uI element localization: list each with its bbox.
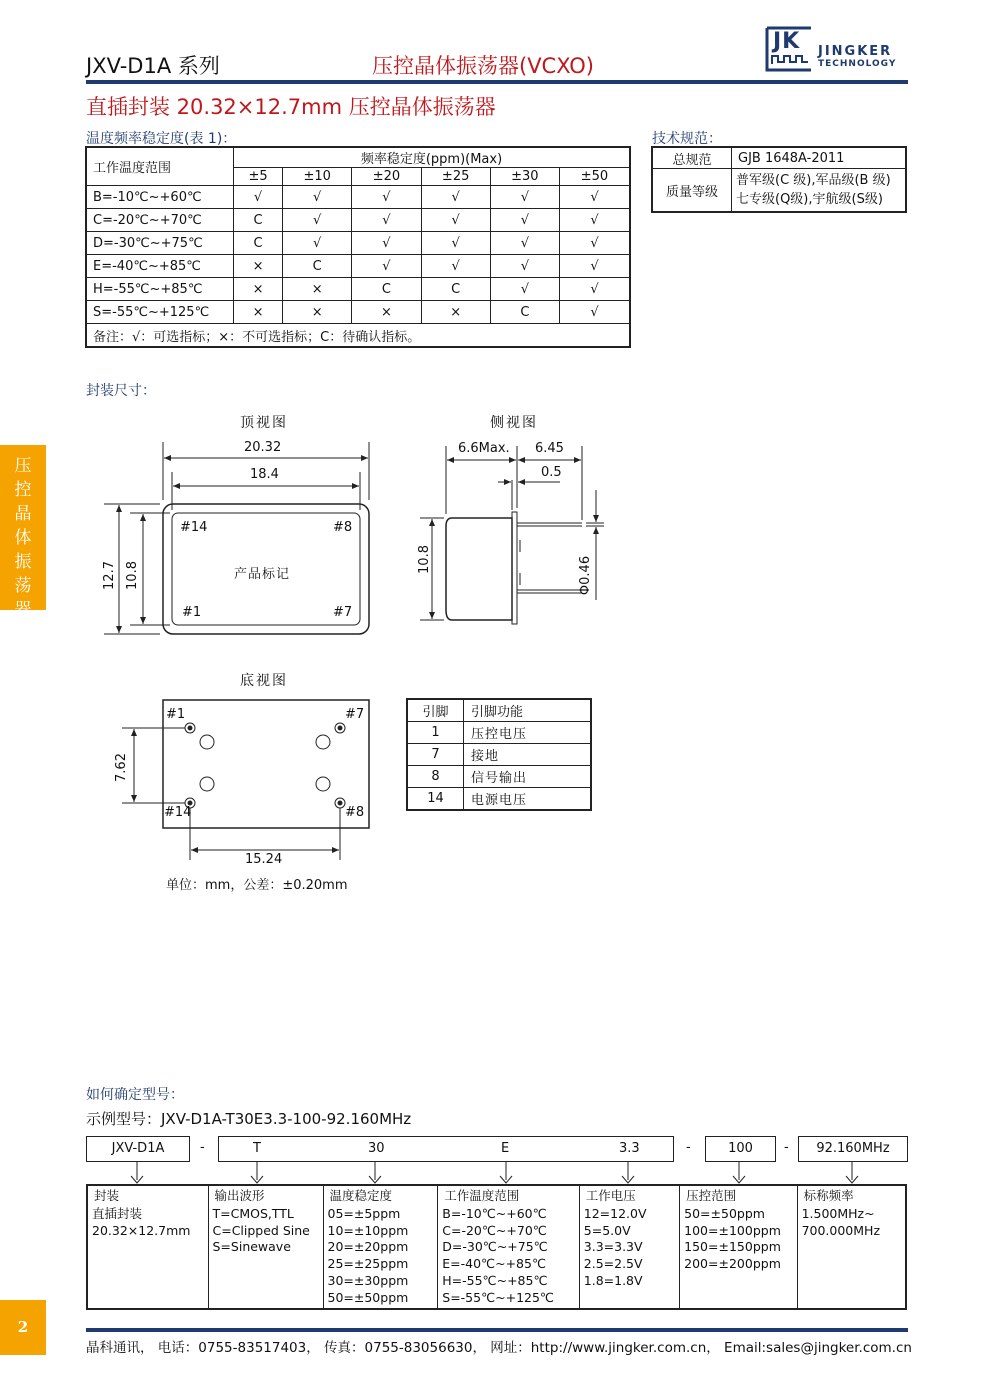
temperature-range: B=-10℃~+60℃	[86, 186, 234, 209]
pin-label: #1	[182, 605, 202, 620]
stability-cell: √	[352, 232, 421, 255]
model-option: 5=5.0V	[583, 1222, 631, 1238]
stability-cell: ×	[234, 255, 283, 278]
model-selection-table	[86, 1184, 907, 1310]
model-column-options	[87, 1204, 208, 1309]
model-option: 05=±5ppm	[327, 1206, 401, 1221]
stability-cell: ×	[283, 301, 352, 324]
dim-pin-length: 6.45	[535, 441, 564, 456]
spec-label: 总规范	[652, 147, 732, 169]
dim-inner-height: 10.8	[124, 561, 140, 590]
pin-table	[406, 698, 592, 811]
dim-outer-height: 12.7	[101, 561, 117, 590]
side-tab-char: 振	[14, 552, 32, 572]
model-option: H=-55℃~+85℃	[442, 1272, 548, 1288]
model-column-options	[680, 1204, 797, 1309]
product-marking: 产品标记	[234, 567, 291, 582]
model-column-options	[797, 1204, 906, 1309]
temperature-range: S=-55℃~+125℃	[86, 301, 234, 324]
pin-function: 压控电压	[464, 722, 592, 744]
stability-column-header: ±5	[234, 168, 283, 186]
model-box-pull: 100	[705, 1136, 776, 1162]
model-column-header: 工作温度范围	[438, 1185, 580, 1204]
stability-cell: √	[490, 255, 559, 278]
stability-cell: √	[559, 186, 630, 209]
model-dash: -	[784, 1140, 789, 1155]
model-option: D=-30℃~+75℃	[442, 1239, 548, 1255]
model-box-series: JXV-D1A	[86, 1136, 190, 1162]
model-option: 50=±50ppm	[327, 1289, 409, 1305]
pin-number: 14	[407, 788, 464, 811]
model-column-options	[579, 1204, 679, 1309]
model-option: 1.8=1.8V	[583, 1272, 643, 1288]
model-option: T=CMOS,TTL	[212, 1206, 294, 1221]
stability-cell: C	[421, 278, 490, 301]
stability-cell: ×	[352, 301, 421, 324]
model-option: 20=±20ppm	[327, 1239, 409, 1255]
model-option: 200=±200ppm	[684, 1256, 781, 1272]
stability-section-label: 温度频率稳定度(表 1)：	[86, 131, 237, 147]
stability-cell: C	[352, 278, 421, 301]
quality-level-line: 普军级(C 级),军品级(B 级)	[736, 173, 891, 188]
stability-cell: C	[490, 301, 559, 324]
dim-pin-diameter: Φ0.46	[578, 555, 594, 596]
model-column-header: 压控范围	[680, 1185, 797, 1204]
stability-cell: √	[421, 186, 490, 209]
stability-column-header: ±10	[283, 168, 352, 186]
stability-cell: √	[234, 186, 283, 209]
model-box-code	[218, 1136, 674, 1162]
pin-label: #14	[180, 520, 208, 535]
model-box-frequency: 92.160MHz	[798, 1136, 908, 1162]
model-option: E=-40℃~+85℃	[442, 1256, 546, 1272]
model-option: 100=±100ppm	[684, 1222, 781, 1238]
stability-cell: √	[559, 209, 630, 232]
model-column-options	[323, 1204, 438, 1309]
page-number: 2	[0, 1300, 46, 1355]
stability-cell: ×	[283, 278, 352, 301]
model-option: 50=±50ppm	[684, 1206, 765, 1221]
dim-side-max: 6.6Max.	[458, 441, 510, 456]
quality-level-line: 七专级(Q级),宇航级(S级)	[736, 192, 883, 207]
pin-label: #8	[333, 520, 353, 535]
model-column-header: 温度稳定度	[323, 1185, 438, 1204]
logo-mark-text: JK	[773, 29, 801, 54]
stability-row	[86, 232, 630, 255]
model-option: 700.000MHz	[801, 1222, 880, 1238]
logo-name: JINGKER	[818, 44, 893, 59]
quality-levels	[732, 169, 907, 213]
model-column-options	[438, 1204, 580, 1309]
pin-function: 信号输出	[464, 766, 592, 788]
bottom-view-title: 底视图	[240, 673, 288, 689]
stability-cell: √	[352, 186, 421, 209]
model-column-header: 标称频率	[797, 1185, 906, 1204]
model-code-stability: 30	[368, 1141, 385, 1156]
dim-pitch-horizontal: 15.24	[245, 852, 283, 867]
logo	[764, 26, 914, 74]
side-view-title: 侧视图	[490, 415, 538, 431]
pin-function: 电源电压	[464, 788, 592, 811]
side-tab-char: 控	[14, 480, 32, 500]
stability-cell: √	[559, 255, 630, 278]
model-option: B=-10℃~+60℃	[442, 1206, 547, 1221]
pin-header: 引脚	[407, 699, 464, 722]
pin-function: 接地	[464, 744, 592, 766]
stability-cell: √	[559, 301, 630, 324]
range-header: 工作温度范围	[86, 147, 234, 186]
model-option: 2.5=2.5V	[583, 1256, 643, 1272]
model-example: 示例型号：JXV-D1A-T30E3.3-100-92.160MHz	[86, 1110, 412, 1128]
stability-row	[86, 186, 630, 209]
dim-side-height: 10.8	[416, 545, 432, 574]
pin-number: 8	[407, 766, 464, 788]
stability-cell: √	[283, 209, 352, 232]
pin-row	[407, 788, 591, 811]
stability-column-header: ±30	[490, 168, 559, 186]
spec-section-label: 技术规范：	[652, 131, 722, 147]
stability-cell: C	[234, 209, 283, 232]
stability-cell: √	[283, 232, 352, 255]
pin-row	[407, 722, 591, 744]
stability-cell: √	[490, 209, 559, 232]
stability-row	[86, 301, 630, 324]
dim-pitch-vertical: 7.62	[113, 753, 129, 782]
model-code-voltage: 3.3	[619, 1141, 640, 1156]
stability-cell: C	[283, 255, 352, 278]
model-dash: -	[200, 1140, 205, 1155]
package-drawings	[0, 430, 989, 890]
pin-label: #14	[164, 805, 192, 820]
model-option: 直插封装	[92, 1206, 143, 1221]
stability-column-header: ±50	[559, 168, 630, 186]
package-section-label: 封装尺寸：	[86, 383, 156, 399]
pin-number: 1	[407, 722, 464, 744]
stability-column-header: ±25	[421, 168, 490, 186]
model-option: 25=±25ppm	[327, 1256, 409, 1272]
model-option: 1.500MHz~	[801, 1206, 875, 1221]
model-option: 12=12.0V	[583, 1206, 647, 1221]
unit-note: 单位：mm，公差：±0.20mm	[166, 878, 348, 893]
stability-table	[85, 146, 631, 348]
stability-cell: √	[421, 209, 490, 232]
spec-table	[651, 146, 907, 213]
side-tab-char: 器	[14, 600, 32, 620]
stability-cell: √	[352, 209, 421, 232]
spec-value: GJB 1648A-2011	[732, 147, 907, 169]
model-section-label: 如何确定型号：	[86, 1087, 184, 1103]
model-option: 3.3=3.3V	[583, 1239, 643, 1255]
model-option: C=Clipped Sine	[212, 1222, 310, 1238]
pin-row	[407, 766, 591, 788]
stability-row	[86, 278, 630, 301]
model-option: 150=±150ppm	[684, 1239, 781, 1255]
dim-outer-width: 20.32	[244, 440, 282, 455]
category-title: 压控晶体振荡器(VCXO)	[372, 54, 594, 78]
top-view-title: 顶视图	[240, 415, 288, 431]
footer-contact: 晶科通讯， 电话：0755-83517403， 传真：0755-83056630， 网址：http://www.jingker.com.cn， Email:sales@jingker.com.cn	[86, 1340, 912, 1356]
model-option: 20.32×12.7mm	[92, 1222, 191, 1238]
model-code-wave: T	[253, 1141, 261, 1156]
dim-offset: 0.5	[541, 465, 562, 480]
stability-cell: √	[490, 232, 559, 255]
page-title: 直插封装 20.32×12.7mm 压控晶体振荡器	[86, 95, 496, 119]
model-option: S=-55℃~+125℃	[442, 1289, 554, 1305]
spec-label: 质量等级	[652, 169, 732, 213]
stability-cell: √	[490, 278, 559, 301]
stability-group-header: 频率稳定度(ppm)(Max)	[234, 147, 631, 168]
series-title: JXV-D1A 系列	[86, 54, 220, 78]
pin-row	[407, 744, 591, 766]
side-tab-char: 压	[14, 456, 32, 476]
stability-cell: √	[283, 186, 352, 209]
side-tab-char: 体	[14, 528, 32, 548]
stability-cell: √	[421, 232, 490, 255]
model-column-options	[208, 1204, 323, 1309]
stability-row	[86, 255, 630, 278]
stability-column-header: ±20	[352, 168, 421, 186]
model-option: C=-20℃~+70℃	[442, 1222, 547, 1238]
pin-label: #7	[345, 707, 365, 722]
stability-cell: ×	[234, 301, 283, 324]
stability-cell: C	[234, 232, 283, 255]
pin-label: #7	[333, 605, 353, 620]
stability-cell: √	[352, 255, 421, 278]
stability-cell: √	[421, 255, 490, 278]
pin-func-header: 引脚功能	[464, 699, 592, 722]
model-option: 10=±10ppm	[327, 1222, 409, 1238]
logo-subname: TECHNOLOGY	[818, 59, 897, 69]
stability-cell: √	[559, 232, 630, 255]
side-tab-char: 晶	[14, 504, 32, 524]
pin-label: #1	[166, 707, 186, 722]
stability-cell: √	[490, 186, 559, 209]
stability-row	[86, 209, 630, 232]
stability-cell: √	[559, 278, 630, 301]
pin-number: 7	[407, 744, 464, 766]
temperature-range: C=-20℃~+70℃	[86, 209, 234, 232]
stability-note: 备注：√：可选指标；×：不可选指标；C：待确认指标。	[86, 324, 630, 348]
dim-inner-width: 18.4	[250, 467, 279, 482]
model-option: 30=±30ppm	[327, 1272, 409, 1288]
temperature-range: D=-30℃~+75℃	[86, 232, 234, 255]
stability-cell: ×	[421, 301, 490, 324]
header-rule	[86, 80, 908, 84]
temperature-range: H=-55℃~+85℃	[86, 278, 234, 301]
pin-label: #8	[345, 805, 365, 820]
side-tab-char: 荡	[14, 576, 32, 596]
model-option: S=Sinewave	[212, 1239, 291, 1255]
model-code-temp: E	[501, 1141, 510, 1156]
model-dash: -	[686, 1140, 691, 1155]
temperature-range: E=-40℃~+85℃	[86, 255, 234, 278]
model-column-header: 封装	[87, 1185, 208, 1204]
footer-rule	[86, 1328, 908, 1332]
stability-cell: ×	[234, 278, 283, 301]
model-column-header: 工作电压	[579, 1185, 679, 1204]
model-column-header: 输出波形	[208, 1185, 323, 1204]
